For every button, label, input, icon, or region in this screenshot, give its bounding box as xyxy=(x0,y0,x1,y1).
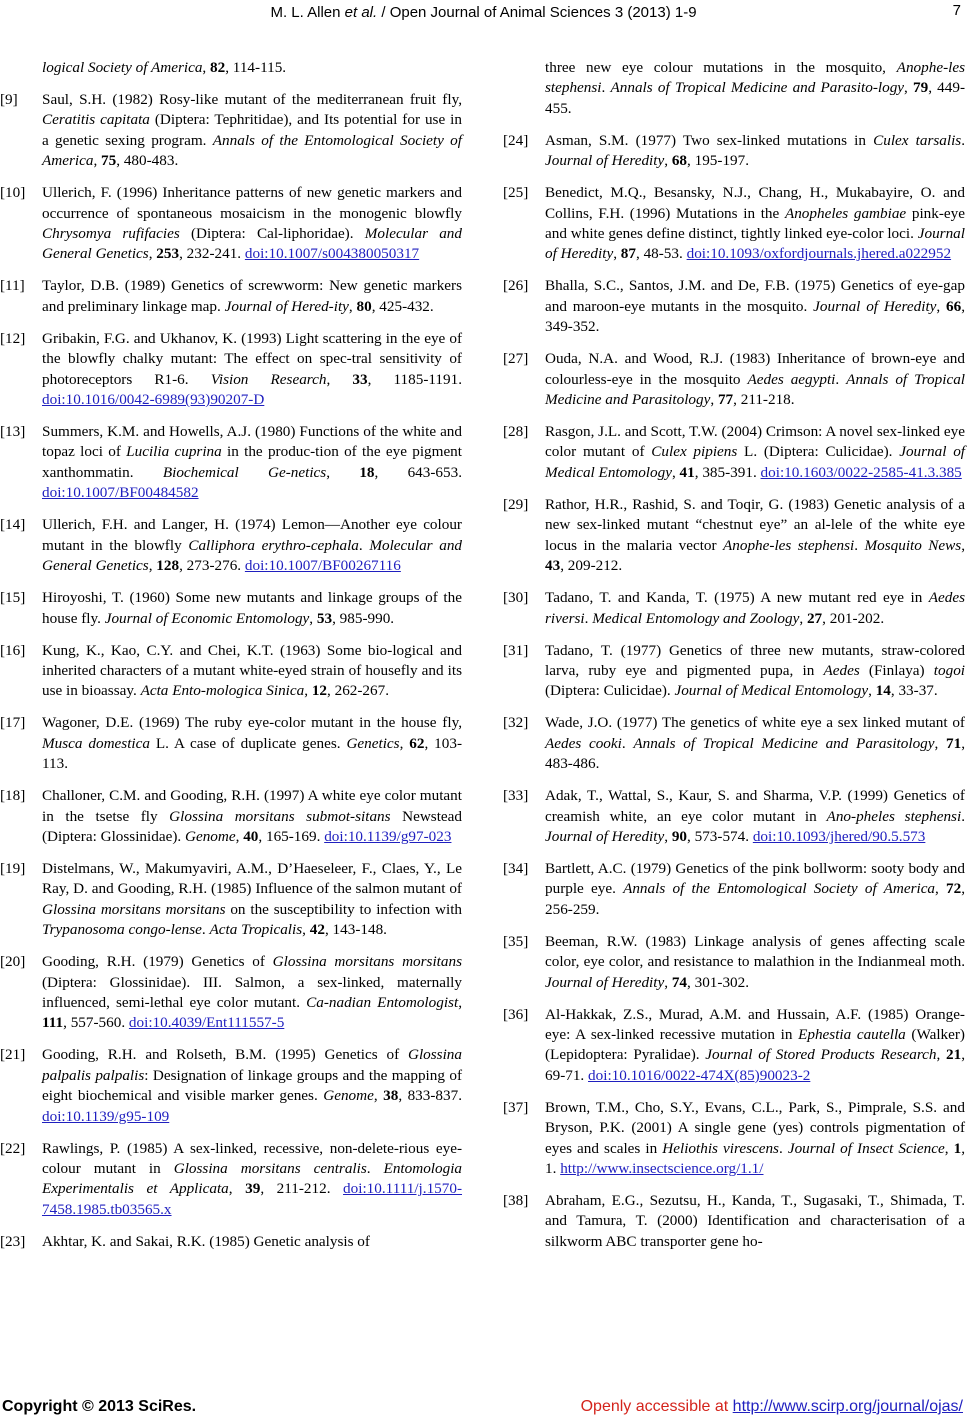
doi-link[interactable]: http://www.insectscience.org/1.1/ xyxy=(560,1160,764,1177)
reference-text: , 232-241. xyxy=(179,245,245,263)
doi-link[interactable]: doi:10.1007/BF00484582 xyxy=(42,484,199,502)
reference-text: Rasgon, J.L. and Scott, T.W. (2004) Crimson: A novel sex-linked eye color mutant of xyxy=(545,423,965,461)
reference-text: , xyxy=(399,734,410,752)
reference-text: , xyxy=(936,1046,947,1064)
reference-text: . xyxy=(961,131,965,149)
reference-number: [25] xyxy=(503,184,529,202)
volume-number: 43 xyxy=(545,557,561,575)
doi-link[interactable]: doi:10.1007/BF00267116 xyxy=(244,557,401,575)
volume-number: 41 xyxy=(679,463,695,481)
reference-text: , xyxy=(235,827,244,845)
doi-link[interactable]: doi:10.4039/Ent111557-5 xyxy=(128,1014,285,1032)
reference-text: , 211-212. xyxy=(260,1180,344,1198)
italic-text: Journal of Heredity xyxy=(813,297,937,315)
reference-text: Rawlings, P. (1985) A sex-linked, recessive, non-delete-rious eye-colour mutant in xyxy=(42,1139,462,1177)
italic-text: Anopheles gambiae xyxy=(784,204,907,222)
italic-text: Journal of Economic Entomology xyxy=(104,609,310,627)
reference-text: L. (Diptera: Culicidae). xyxy=(737,443,900,461)
reference-entry xyxy=(503,1191,965,1252)
italic-text: Journal of Heredity xyxy=(545,973,665,991)
copyright-text: Copyright © 2013 SciRes. xyxy=(2,1398,197,1415)
italic-text: Ano-pheles stephensi xyxy=(826,807,962,825)
reference-entry xyxy=(503,495,965,577)
reference-text: , 643-653. xyxy=(374,463,462,481)
italic-text: Anophe-les stephensi xyxy=(723,536,855,554)
reference-text: , 114-115. xyxy=(225,59,287,76)
reference-text: Gooding, R.H. and Rolseth, B.M. (1995) Genetics of xyxy=(42,1046,408,1064)
reference-text: . xyxy=(835,370,847,388)
reference-entry xyxy=(0,952,462,1034)
reference-number: [11] xyxy=(0,277,25,295)
italic-text: Journal of Heredity xyxy=(545,225,965,263)
reference-text: Abraham, E.G., Sezutsu, H., Kanda, T., Sugasaki, T., Shimada, T. and Tamura, T. (2000) Identification and characterisation of a silkworm ABC transporter gene ho- xyxy=(545,1192,965,1250)
italic-text: Mosquito News xyxy=(864,536,962,554)
running-title-journal: / Open Journal of Animal Sciences 3 (2013) 1-9 xyxy=(377,4,697,21)
reference-entry xyxy=(503,1005,965,1087)
reference-text: , 33-37. xyxy=(890,682,938,700)
reference-text: Wade, J.O. (1977) The genetics of white eye a sex linked mutant of xyxy=(545,714,965,732)
reference-text: , xyxy=(458,993,462,1011)
reference-text: , 69-71. xyxy=(545,1046,965,1084)
reference-number: [17] xyxy=(0,714,26,732)
reference-number: [12] xyxy=(0,329,26,347)
reference-text: , 256-259. xyxy=(545,880,966,918)
reference-text: Newstead (Diptera: Glossinidae). xyxy=(42,807,462,845)
italic-text: Culex pipiens xyxy=(651,443,738,461)
reference-entry xyxy=(0,713,462,774)
volume-number: 77 xyxy=(717,391,734,409)
reference-text: (Diptera: Cal-liphoridae). xyxy=(179,225,365,243)
reference-number: [9] xyxy=(0,91,18,108)
italic-text: Glossina morsitans centralis xyxy=(173,1160,367,1177)
volume-number: 68 xyxy=(671,152,688,170)
italic-text: Lucilia cuprina xyxy=(126,443,222,461)
page-footer xyxy=(0,1392,967,1416)
reference-text: L. A case of duplicate genes. xyxy=(149,734,347,752)
reference-text: , 833-837. xyxy=(398,1087,462,1105)
reference-number: [34] xyxy=(503,859,529,877)
reference-text: Akhtar, K. and Sakai, R.K. (1985) Genetic analysis of xyxy=(42,1232,370,1250)
reference-text: , 48-53. xyxy=(635,245,687,263)
volume-number: 33 xyxy=(352,370,368,388)
running-title-authors: M. L. Allen xyxy=(270,4,345,21)
page-number: 7 xyxy=(952,2,961,19)
reference-entry xyxy=(503,932,965,993)
reference-text: Saul, S.H. (1982) Rosy-like mutant of the mediterranean fruit fly, xyxy=(42,91,462,108)
reference-entry xyxy=(0,515,462,576)
reference-number: [29] xyxy=(503,495,529,513)
reference-text: Ullerich, F. (1996) Inheritance patterns of new genetic markers and occurrence of spontaneous mosaicism in the monogenic blowfly xyxy=(42,184,462,222)
volume-number: 87 xyxy=(620,245,636,263)
reference-entry xyxy=(503,859,965,920)
reference-entry xyxy=(0,1232,462,1252)
journal-url-link[interactable]: http://www.scirp.org/journal/ojas/ xyxy=(732,1398,963,1415)
reference-entry xyxy=(0,786,462,847)
reference-number: [18] xyxy=(0,787,26,805)
reference-text: , xyxy=(326,463,360,481)
reference-text: Beeman, R.W. (1983) Linkage analysis of genes affecting scale color, eye color, and resistance to malathion in the Indianmeal moth. xyxy=(545,932,965,971)
reference-number: [32] xyxy=(503,714,529,732)
reference-text: , 103-113. xyxy=(42,734,462,773)
doi-link[interactable]: doi:10.1016/0042-6989(93)90207-D xyxy=(42,391,265,409)
reference-text: , xyxy=(799,609,807,627)
volume-number: 14 xyxy=(875,682,891,700)
reference-text: , 573-574. xyxy=(687,827,753,845)
reference-text: pink-eye and white genes define distinct, tightly linked eye-color loci. xyxy=(545,204,965,243)
reference-entry xyxy=(0,641,462,702)
reference-number: [21] xyxy=(0,1046,26,1064)
italic-text: Molecular and General Genetics xyxy=(42,536,463,575)
reference-text: , 483-486. xyxy=(545,734,966,773)
volume-number: 21 xyxy=(946,1046,962,1064)
reference-number: [33] xyxy=(503,787,529,805)
reference-text: . xyxy=(621,734,634,752)
reference-entry xyxy=(503,422,965,483)
italic-text: Glossina morsitans morsitans xyxy=(272,953,462,971)
running-header xyxy=(0,2,967,24)
reference-text: , 1185-1191. xyxy=(367,370,463,388)
reference-text: Challoner, C.M. and Gooding, R.H. (1997) A white eye color mutant in the tsetse fly xyxy=(42,787,462,825)
reference-text: , xyxy=(944,1139,954,1157)
reference-entry xyxy=(0,183,462,265)
open-access-label: Openly accessible at xyxy=(580,1398,733,1415)
reference-text: , 425-432. xyxy=(371,297,434,315)
italic-text: Molecular and General Genetics xyxy=(42,225,462,263)
reference-number: [26] xyxy=(503,277,529,295)
italic-text: Glossina morsitans morsitans xyxy=(42,900,226,918)
reference-text: : Designation of linkage groups and the mapping of eight biochemical and visible marker genes. xyxy=(42,1066,462,1105)
volume-number: 111 xyxy=(42,1014,64,1032)
reference-text: , 557-560. xyxy=(63,1014,129,1032)
reference-entry xyxy=(0,90,462,172)
reference-entry xyxy=(503,183,965,265)
volume-number: 79 xyxy=(913,79,929,97)
reference-entry xyxy=(503,713,965,774)
reference-text: , xyxy=(373,1087,384,1105)
open-access-note xyxy=(581,1398,963,1416)
reference-number: [14] xyxy=(0,516,26,534)
reference-text: Brown, T.M., Cho, S.Y., Evans, C.L., Park, S., Pimprale, S.S. and Bryson, P.K. (2001) A single gene (yes) controls pigmentation of eyes and scales in xyxy=(545,1098,965,1157)
reference-text: Al-Hakkak, Z.S., Murad, A.M. and Hussain, A.F. (1985) Orange-eye: A sex-linked recessive mutation in xyxy=(545,1005,965,1043)
reference-text: , xyxy=(671,463,680,481)
volume-number: 74 xyxy=(671,973,688,991)
italic-text: Trypanosoma congo-lense xyxy=(42,921,202,939)
reference-text: , xyxy=(302,921,310,939)
reference-entry xyxy=(503,349,965,410)
reference-entry xyxy=(0,276,462,317)
doi-link[interactable]: doi:10.1139/g95-109 xyxy=(42,1107,170,1125)
italic-text: Aedes riversi xyxy=(545,589,965,627)
running-title-etal: et al. xyxy=(344,4,378,21)
volume-number: 1 xyxy=(953,1139,962,1157)
reference-entry xyxy=(503,276,965,337)
reference-text: , 201-202. xyxy=(822,609,885,627)
reference-text: Ouda, N.A. and Wood, R.J. (1983) Inheritance of brown-eye and colourless-eye in the mosquito xyxy=(545,350,965,388)
volume-number: 12 xyxy=(311,682,327,700)
reference-text: . xyxy=(584,609,593,627)
reference-text: , 262-267. xyxy=(327,682,390,700)
italic-text: Genetics xyxy=(346,734,400,752)
reference-text: , xyxy=(93,152,102,170)
reference-number: [20] xyxy=(0,953,26,971)
reference-text: Gooding, R.H. (1979) Genetics of xyxy=(42,953,273,971)
reference-entry xyxy=(0,422,462,504)
reference-entry xyxy=(503,641,965,702)
reference-text: , xyxy=(710,391,718,409)
reference-text: , 301-302. xyxy=(687,973,750,991)
doi-link[interactable]: doi:10.1093/jhered/90.5.573 xyxy=(752,827,926,845)
reference-text: Asman, S.M. (1977) Two sex-linked mutations in xyxy=(545,131,874,149)
reference-text: (Finlaya) xyxy=(859,661,934,679)
italic-text: Journal of Medical Entomology xyxy=(545,443,966,481)
italic-text: Journal of Medical Entomology xyxy=(674,682,869,700)
reference-number: [10] xyxy=(0,184,26,202)
italic-text: Genome xyxy=(323,1087,374,1105)
reference-text: , xyxy=(961,536,965,554)
reference-text: , 985-990. xyxy=(332,609,395,627)
doi-link[interactable]: doi:10.1111/j.1570-7458.1985.tb03565.x xyxy=(42,1180,463,1218)
reference-text: (Walker) (Lepidoptera: Pyralidae). xyxy=(545,1025,965,1064)
italic-text: Journal of Heredity xyxy=(545,152,665,170)
reference-text: Wagoner, D.E. (1969) The ruby eye-color mutant in the house fly, xyxy=(42,714,462,732)
reference-text: Adak, T., Wattal, S., Kaur, S. and Sharma, V.P. (1999) Genetics of creamish white, an eye color mutant in xyxy=(545,787,965,825)
reference-text: . xyxy=(366,1160,384,1177)
reference-text: , xyxy=(664,973,672,991)
reference-text: . xyxy=(778,1139,788,1157)
volume-number: 18 xyxy=(359,463,375,481)
volume-number: 27 xyxy=(806,609,823,627)
reference-entry xyxy=(0,329,462,411)
reference-text: , 449-455. xyxy=(545,79,966,117)
reference-number: [19] xyxy=(0,859,26,877)
reference-text: , 349-352. xyxy=(545,297,966,336)
reference-text: Distelmans, W., Makumyaviri, A.M., D’Haeseleer, F., Claes, Y., Le Ray, D. and Gooding, R.H. (1985) Influence of the salmon mutant of xyxy=(42,859,462,898)
italic-text: togoi xyxy=(933,661,966,679)
volume-number: 90 xyxy=(671,827,688,845)
reference-text: , xyxy=(664,152,672,170)
volume-number: 42 xyxy=(309,921,325,939)
reference-text: , 1. xyxy=(545,1139,966,1177)
italic-text: Annals of the Entomological Society of America xyxy=(623,880,936,898)
italic-text: Acta Ento-mologica Sinica xyxy=(140,682,305,700)
reference-text: , 273-276. xyxy=(179,557,245,575)
reference-entry xyxy=(0,1045,462,1127)
italic-text: Calliphora erythro-cephala xyxy=(188,536,359,554)
reference-text: (Diptera: Tephritidae), and Its potential for use in a genetic sexing program. xyxy=(42,111,462,149)
volume-number: 71 xyxy=(946,734,962,752)
doi-link[interactable]: doi:10.1016/0022-474X(85)90023-2 xyxy=(588,1066,811,1084)
reference-entry xyxy=(503,131,965,172)
reference-text: , 143-148. xyxy=(324,921,387,939)
reference-number: [23] xyxy=(0,1232,26,1250)
italic-text: Acta Tropicalis xyxy=(209,921,303,939)
italic-text: Journal of Stored Products Research xyxy=(705,1046,937,1064)
volume-number: 72 xyxy=(946,880,962,898)
reference-text: , 195-197. xyxy=(687,152,750,170)
reference-text: , xyxy=(934,734,947,752)
italic-text: Annals of the Entomological Society of America xyxy=(42,131,462,170)
doi-link[interactable]: doi:10.1139/g97-023 xyxy=(324,827,452,845)
reference-text: Gribakin, F.G. and Ukhanov, K. (1993) Light scattering in the eye of the blowfly chalky mutant: The effect on spec-tral sensitivity of photoreceptors R1-6. xyxy=(42,329,462,388)
reference-text: Tadano, T. (1977) Genetics of three new mutants, straw-colored larva, ruby eye and pigmented pupa, in xyxy=(545,641,965,679)
reference-text: Hiroyoshi, T. (1960) Some new mutants and linkage groups of the house fly. xyxy=(42,589,462,627)
reference-text: . xyxy=(201,921,210,939)
doi-link[interactable]: doi:10.1007/s004380050317 xyxy=(244,245,420,263)
italic-text: Anophe-les stephensi xyxy=(545,59,965,97)
reference-text: Bartlett, A.C. (1979) Genetics of the pink bollworm: sooty body and purple eye. xyxy=(545,859,965,898)
reference-text: (Diptera: Glossinidae). III. Salmon, a sex-linked, maternally influenced, semi-lethal eye color mutant. xyxy=(42,973,462,1011)
italic-text: Medical Entomology and Zoology xyxy=(592,609,800,627)
reference-text: Tadano, T. and Kanda, T. (1975) A new mutant red eye in xyxy=(545,589,929,607)
reference-text: , xyxy=(304,682,312,700)
reference-number: [27] xyxy=(503,350,529,368)
reference-text: , xyxy=(935,880,947,898)
reference-text: , xyxy=(904,79,914,97)
volume-number: 128 xyxy=(156,557,180,575)
reference-text: , 385-391. xyxy=(694,463,761,481)
reference-text: . xyxy=(358,536,370,554)
volume-number: 75 xyxy=(101,152,117,170)
italic-text: Genome xyxy=(184,827,236,845)
reference-text: . xyxy=(601,79,611,97)
reference-text: , 165-169. xyxy=(258,827,325,845)
reference-text: , 211-218. xyxy=(733,391,795,409)
reference-text: , xyxy=(228,1180,246,1198)
reference-text: . xyxy=(961,807,965,825)
reference-number: [24] xyxy=(503,131,529,149)
italic-text: Annals of Tropical Medicine and Parasitology xyxy=(633,734,935,752)
reference-number: [28] xyxy=(503,423,529,441)
volume-number: 53 xyxy=(316,609,333,627)
volume-number: 39 xyxy=(245,1180,261,1198)
reference-text: Ullerich, F.H. and Langer, H. (1974) Lemon—Another eye colour mutant in the blowfly xyxy=(42,516,462,554)
italic-text: Annals of Tropical Medicine and Parasito-logy xyxy=(610,79,905,97)
reference-entry xyxy=(0,859,462,941)
doi-link[interactable]: doi:10.1093/oxfordjournals.jhered.a022952 xyxy=(686,245,952,263)
reference-number: [13] xyxy=(0,423,26,441)
volume-number: 62 xyxy=(409,734,425,752)
left-column xyxy=(0,58,462,1264)
reference-text: , 480-483. xyxy=(116,152,179,170)
italic-text: Glossina palpalis palpalis xyxy=(42,1046,462,1084)
volume-number: 80 xyxy=(356,297,372,315)
reference-number: [37] xyxy=(503,1098,529,1116)
reference-continuation xyxy=(503,58,965,119)
italic-text: logical Society of America xyxy=(42,59,203,76)
reference-text: in the produc-tion of the eye pigment xanthommatin. xyxy=(42,443,462,481)
doi-link[interactable]: doi:10.1603/0022-2585-41.3.385 xyxy=(760,463,962,481)
reference-text: , xyxy=(326,370,353,388)
reference-number: [16] xyxy=(0,641,26,659)
reference-text: on the susceptibility to infection with xyxy=(225,900,463,918)
running-title xyxy=(0,4,967,21)
italic-text: Chrysomya rufifacies xyxy=(42,225,180,243)
reference-text: Benedict, M.Q., Besansky, N.J., Chang, H., Mukabayire, O. and Collins, F.H. (1996) Mutations in the xyxy=(545,184,965,222)
reference-number: [22] xyxy=(0,1139,26,1157)
reference-text: Bhalla, S.C., Santos, J.M. and De, F.B. (1975) Genetics of eye-gap and maroon-eye mutants in the mosquito. xyxy=(545,277,965,315)
reference-text: , xyxy=(664,827,672,845)
italic-text: Annals of Tropical Medicine and Parasitology xyxy=(545,370,966,409)
italic-text: Journal of Heredity xyxy=(545,827,665,845)
reference-number: [38] xyxy=(503,1192,529,1209)
italic-text: Ceratitis capitata xyxy=(42,111,150,129)
reference-number: [36] xyxy=(503,1005,529,1023)
reference-text: , xyxy=(868,682,876,700)
reference-text: , xyxy=(613,245,621,263)
reference-number: [35] xyxy=(503,932,529,950)
reference-number: [15] xyxy=(0,589,26,607)
reference-text: Summers, K.M. and Howells, A.J. (1980) Functions of the white and topaz loci of xyxy=(42,423,462,461)
volume-number: 253 xyxy=(156,245,180,263)
italic-text: Culex tarsalis xyxy=(873,131,962,149)
italic-text: Journal of Insect Science xyxy=(787,1139,945,1157)
reference-text: , 209-212. xyxy=(560,557,623,575)
italic-text: Ca-nadian Entomologist xyxy=(306,993,459,1011)
italic-text: Glossina morsitans submot-sitans xyxy=(169,807,391,825)
reference-continuation xyxy=(0,58,462,78)
reference-entry xyxy=(503,1098,965,1180)
reference-number: [31] xyxy=(503,641,529,659)
italic-text: Aedes xyxy=(823,661,860,679)
reference-text: , xyxy=(148,557,157,575)
reference-text: Taylor, D.B. (1989) Genetics of screwworm: New genetic markers and preliminary linkage map. xyxy=(42,277,462,315)
italic-text: Entomologia Experimentalis et Applicata xyxy=(42,1160,463,1198)
reference-text: , xyxy=(309,609,317,627)
reference-text: , xyxy=(148,245,157,263)
reference-entry xyxy=(503,588,965,629)
volume-number: 82 xyxy=(210,59,226,76)
volume-number: 66 xyxy=(946,297,962,315)
italic-text: Journal of Hered-ity xyxy=(224,297,349,315)
italic-text: Biochemical Ge-netics xyxy=(162,463,327,481)
reference-text: (Diptera: Culicidae). xyxy=(545,682,675,700)
italic-text: Musca domestica xyxy=(42,734,150,752)
reference-text: Kung, K., Kao, C.Y. and Chei, K.T. (1963) Some bio-logical and inherited characters of a mutant white-eyed strain of housefly and its use in bioassay. xyxy=(42,641,462,700)
italic-text: Heliothis virescens xyxy=(662,1139,779,1157)
reference-text: , xyxy=(936,297,947,315)
italic-text: Aedes cooki xyxy=(545,734,622,752)
italic-text: Aedes aegypti xyxy=(747,370,836,388)
reference-text: , xyxy=(348,297,357,315)
reference-entry xyxy=(503,786,965,847)
right-column xyxy=(503,58,965,1264)
volume-number: 40 xyxy=(243,827,259,845)
reference-number: [30] xyxy=(503,589,529,607)
reference-entry xyxy=(0,588,462,629)
reference-text: three new eye colour mutations in the mosquito, xyxy=(545,59,897,76)
italic-text: Ephestia cautella xyxy=(798,1025,906,1043)
italic-text: Vision Research xyxy=(210,370,327,388)
reference-text: Rathor, H.R., Rashid, S. and Toqir, G. (1983) Genetic analysis of a new sex-linked mutant “chestnut eye” an al-lele of the white eye locus in the malaria vector xyxy=(545,495,965,554)
reference-text: , xyxy=(202,59,211,76)
reference-text: . xyxy=(854,536,865,554)
reference-entry xyxy=(0,1139,462,1221)
volume-number: 38 xyxy=(383,1087,399,1105)
